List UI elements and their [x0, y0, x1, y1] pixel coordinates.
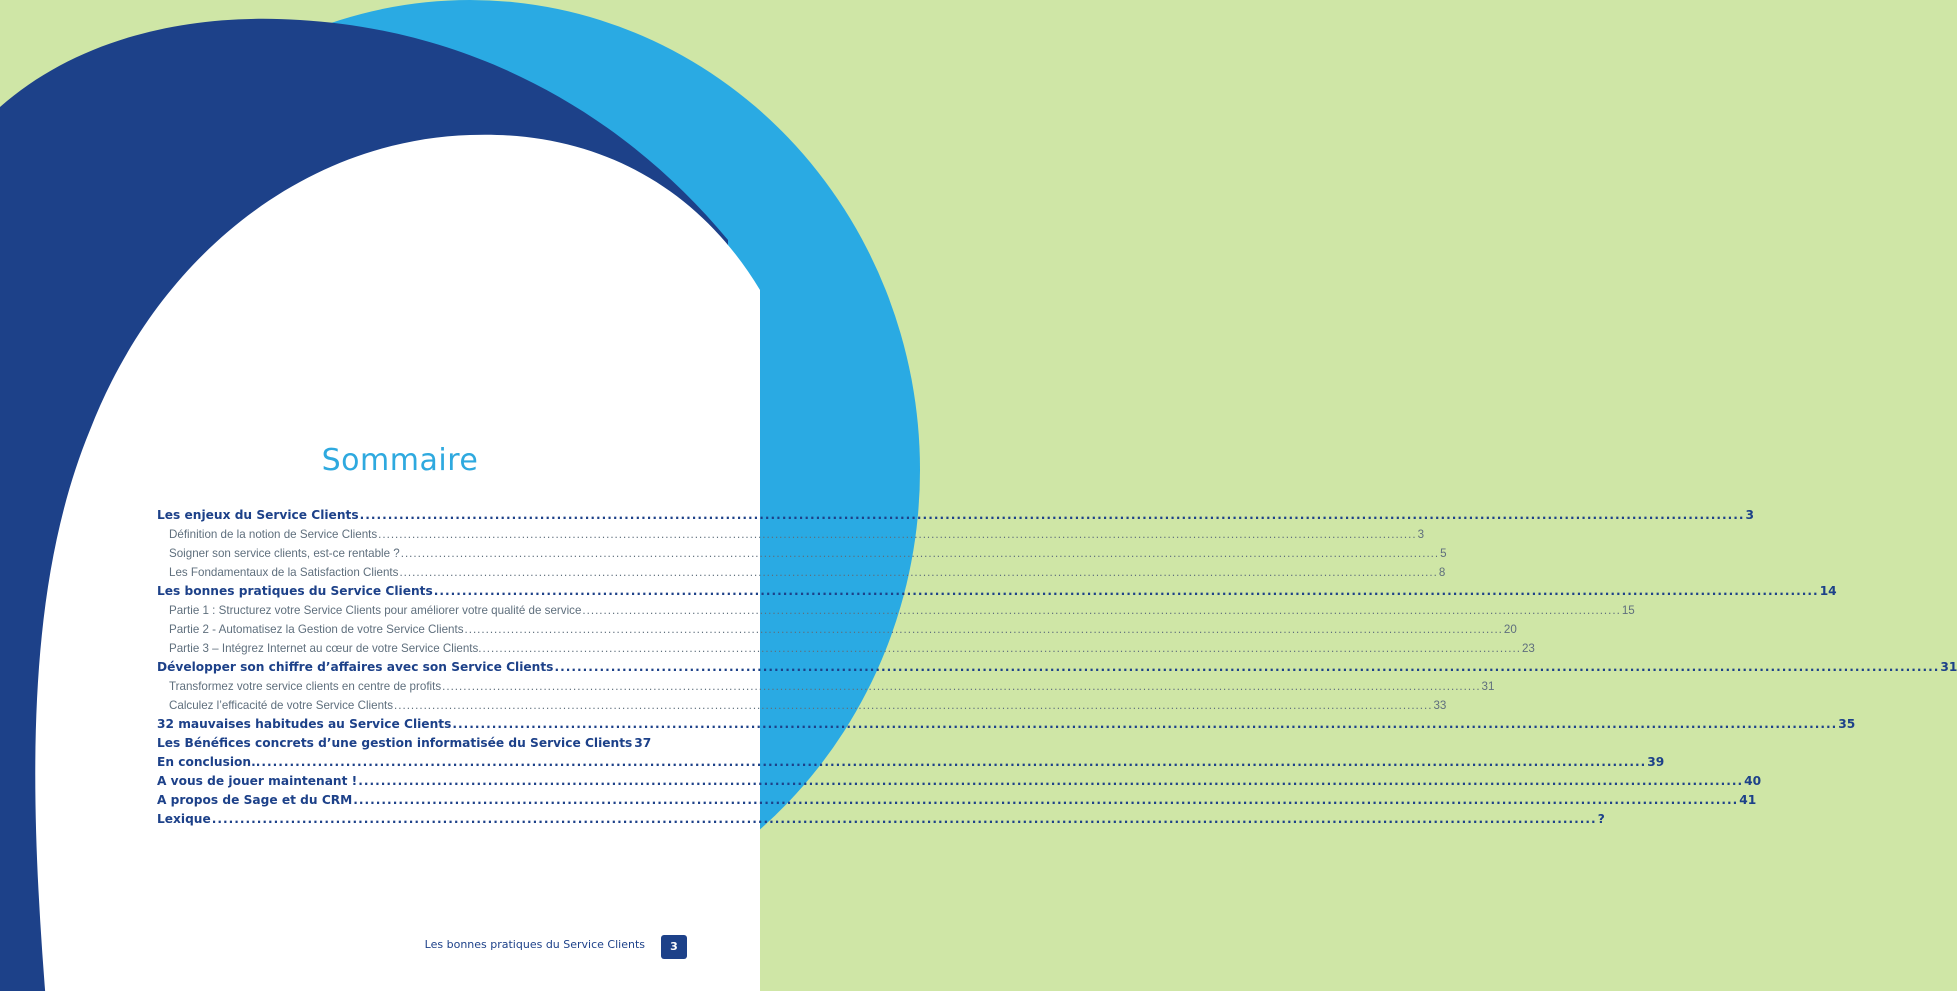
toc-entry-page: 23 — [1521, 642, 1535, 655]
toc-entry-label: Lexique — [157, 812, 211, 826]
toc-section-entry[interactable] — [157, 658, 1957, 677]
toc-entry-page: 41 — [1739, 793, 1757, 807]
toc-entry-page: 31 — [1481, 680, 1495, 693]
toc-entry-page: 35 — [1838, 717, 1856, 731]
page-number-badge: 3 — [661, 935, 687, 959]
toc-section-entry[interactable] — [157, 772, 1762, 791]
toc-entry-label: Partie 1 : Structurez votre Service Clients pour améliorer votre qualité de service — [169, 604, 582, 617]
toc-section-entry[interactable] — [157, 791, 1757, 810]
toc-leader-dots — [399, 563, 1437, 582]
toc-leader-dots — [394, 696, 1432, 715]
toc-entry-page: 39 — [1647, 755, 1665, 769]
toc-leader-dots — [360, 506, 1745, 525]
toc-leader-dots — [378, 525, 1416, 544]
toc-entry-label: A propos de Sage et du CRM — [157, 793, 353, 807]
toc-entry-label: Soigner son service clients, est-ce rentable ? — [169, 547, 400, 560]
toc-entry-label: En conclusion.. — [157, 755, 261, 769]
toc-section-entry[interactable] — [157, 582, 1837, 601]
toc-leader-dots — [465, 620, 1503, 639]
toc-entry-page: 3 — [1417, 528, 1425, 541]
table-of-contents — [157, 506, 1957, 829]
toc-section-entry[interactable] — [157, 715, 1856, 734]
page-title: Sommaire — [321, 443, 479, 478]
toc-section-entry[interactable] — [157, 734, 652, 753]
toc-leader-dots — [353, 791, 1738, 810]
toc-section-entry[interactable] — [157, 506, 1754, 525]
toc-entry-label: Définition de la notion de Service Clients — [169, 528, 378, 541]
toc-entry-page: 40 — [1744, 774, 1762, 788]
toc-entry-page: 8 — [1438, 566, 1446, 579]
toc-leader-dots — [434, 582, 1819, 601]
toc-entry-page: 5 — [1440, 547, 1447, 560]
toc-entry-label: Partie 3 – Intégrez Internet au cœur de votre Service Clients. — [169, 642, 482, 655]
toc-leader-dots — [483, 639, 1521, 658]
toc-subsection-entry[interactable] — [157, 677, 1495, 696]
toc-leader-dots — [452, 715, 1837, 734]
toc-subsection-entry[interactable] — [157, 601, 1635, 620]
toc-entry-label: 32 mauvaises habitudes au Service Clients — [157, 717, 452, 731]
toc-subsection-entry[interactable] — [157, 620, 1517, 639]
toc-entry-page: 31 — [1940, 660, 1957, 674]
toc-entry-page: 37 — [634, 736, 652, 750]
background-swoosh — [0, 0, 728, 991]
toc-entry-label: Les enjeux du Service Clients — [157, 508, 359, 522]
toc-leader-dots — [261, 753, 1646, 772]
toc-entry-label: A vous de jouer maintenant ! — [157, 774, 358, 788]
footer-title: Les bonnes pratiques du Service Clients — [424, 938, 645, 951]
toc-entry-label: Développer son chiffre d’affaires avec son Service Clients — [157, 660, 554, 674]
toc-entry-label: Les Fondamentaux de la Satisfaction Clients — [169, 566, 399, 579]
toc-section-entry[interactable] — [157, 753, 1665, 772]
toc-leader-dots — [442, 677, 1480, 696]
toc-leader-dots — [554, 658, 1939, 677]
toc-section-entry[interactable] — [157, 810, 1605, 829]
toc-subsection-entry[interactable] — [157, 639, 1535, 658]
toc-leader-dots — [358, 772, 1743, 791]
toc-entry-label: Les bonnes pratiques du Service Clients — [157, 584, 433, 598]
toc-subsection-entry[interactable] — [157, 563, 1446, 582]
toc-subsection-entry[interactable] — [157, 544, 1447, 563]
toc-entry-label: Les Bénéfices concrets d’une gestion informatisée du Service Clients — [157, 736, 633, 750]
toc-entry-label: Calculez l’efficacité de votre Service Clients — [169, 699, 394, 712]
toc-entry-label: Transformez votre service clients en centre de profits — [169, 680, 442, 693]
toc-subsection-entry[interactable] — [157, 696, 1447, 715]
toc-entry-page: 3 — [1745, 508, 1754, 522]
toc-leader-dots — [401, 544, 1439, 563]
toc-entry-page: 20 — [1503, 623, 1517, 636]
toc-entry-page: 15 — [1621, 604, 1635, 617]
toc-entry-page: 14 — [1819, 584, 1837, 598]
toc-leader-dots — [212, 810, 1597, 829]
toc-entry-label: Partie 2 - Automatisez la Gestion de votre Service Clients — [169, 623, 464, 636]
toc-entry-page: ? — [1597, 812, 1605, 826]
toc-entry-page: 33 — [1433, 699, 1447, 712]
toc-leader-dots — [582, 601, 1620, 620]
toc-subsection-entry[interactable] — [157, 525, 1425, 544]
